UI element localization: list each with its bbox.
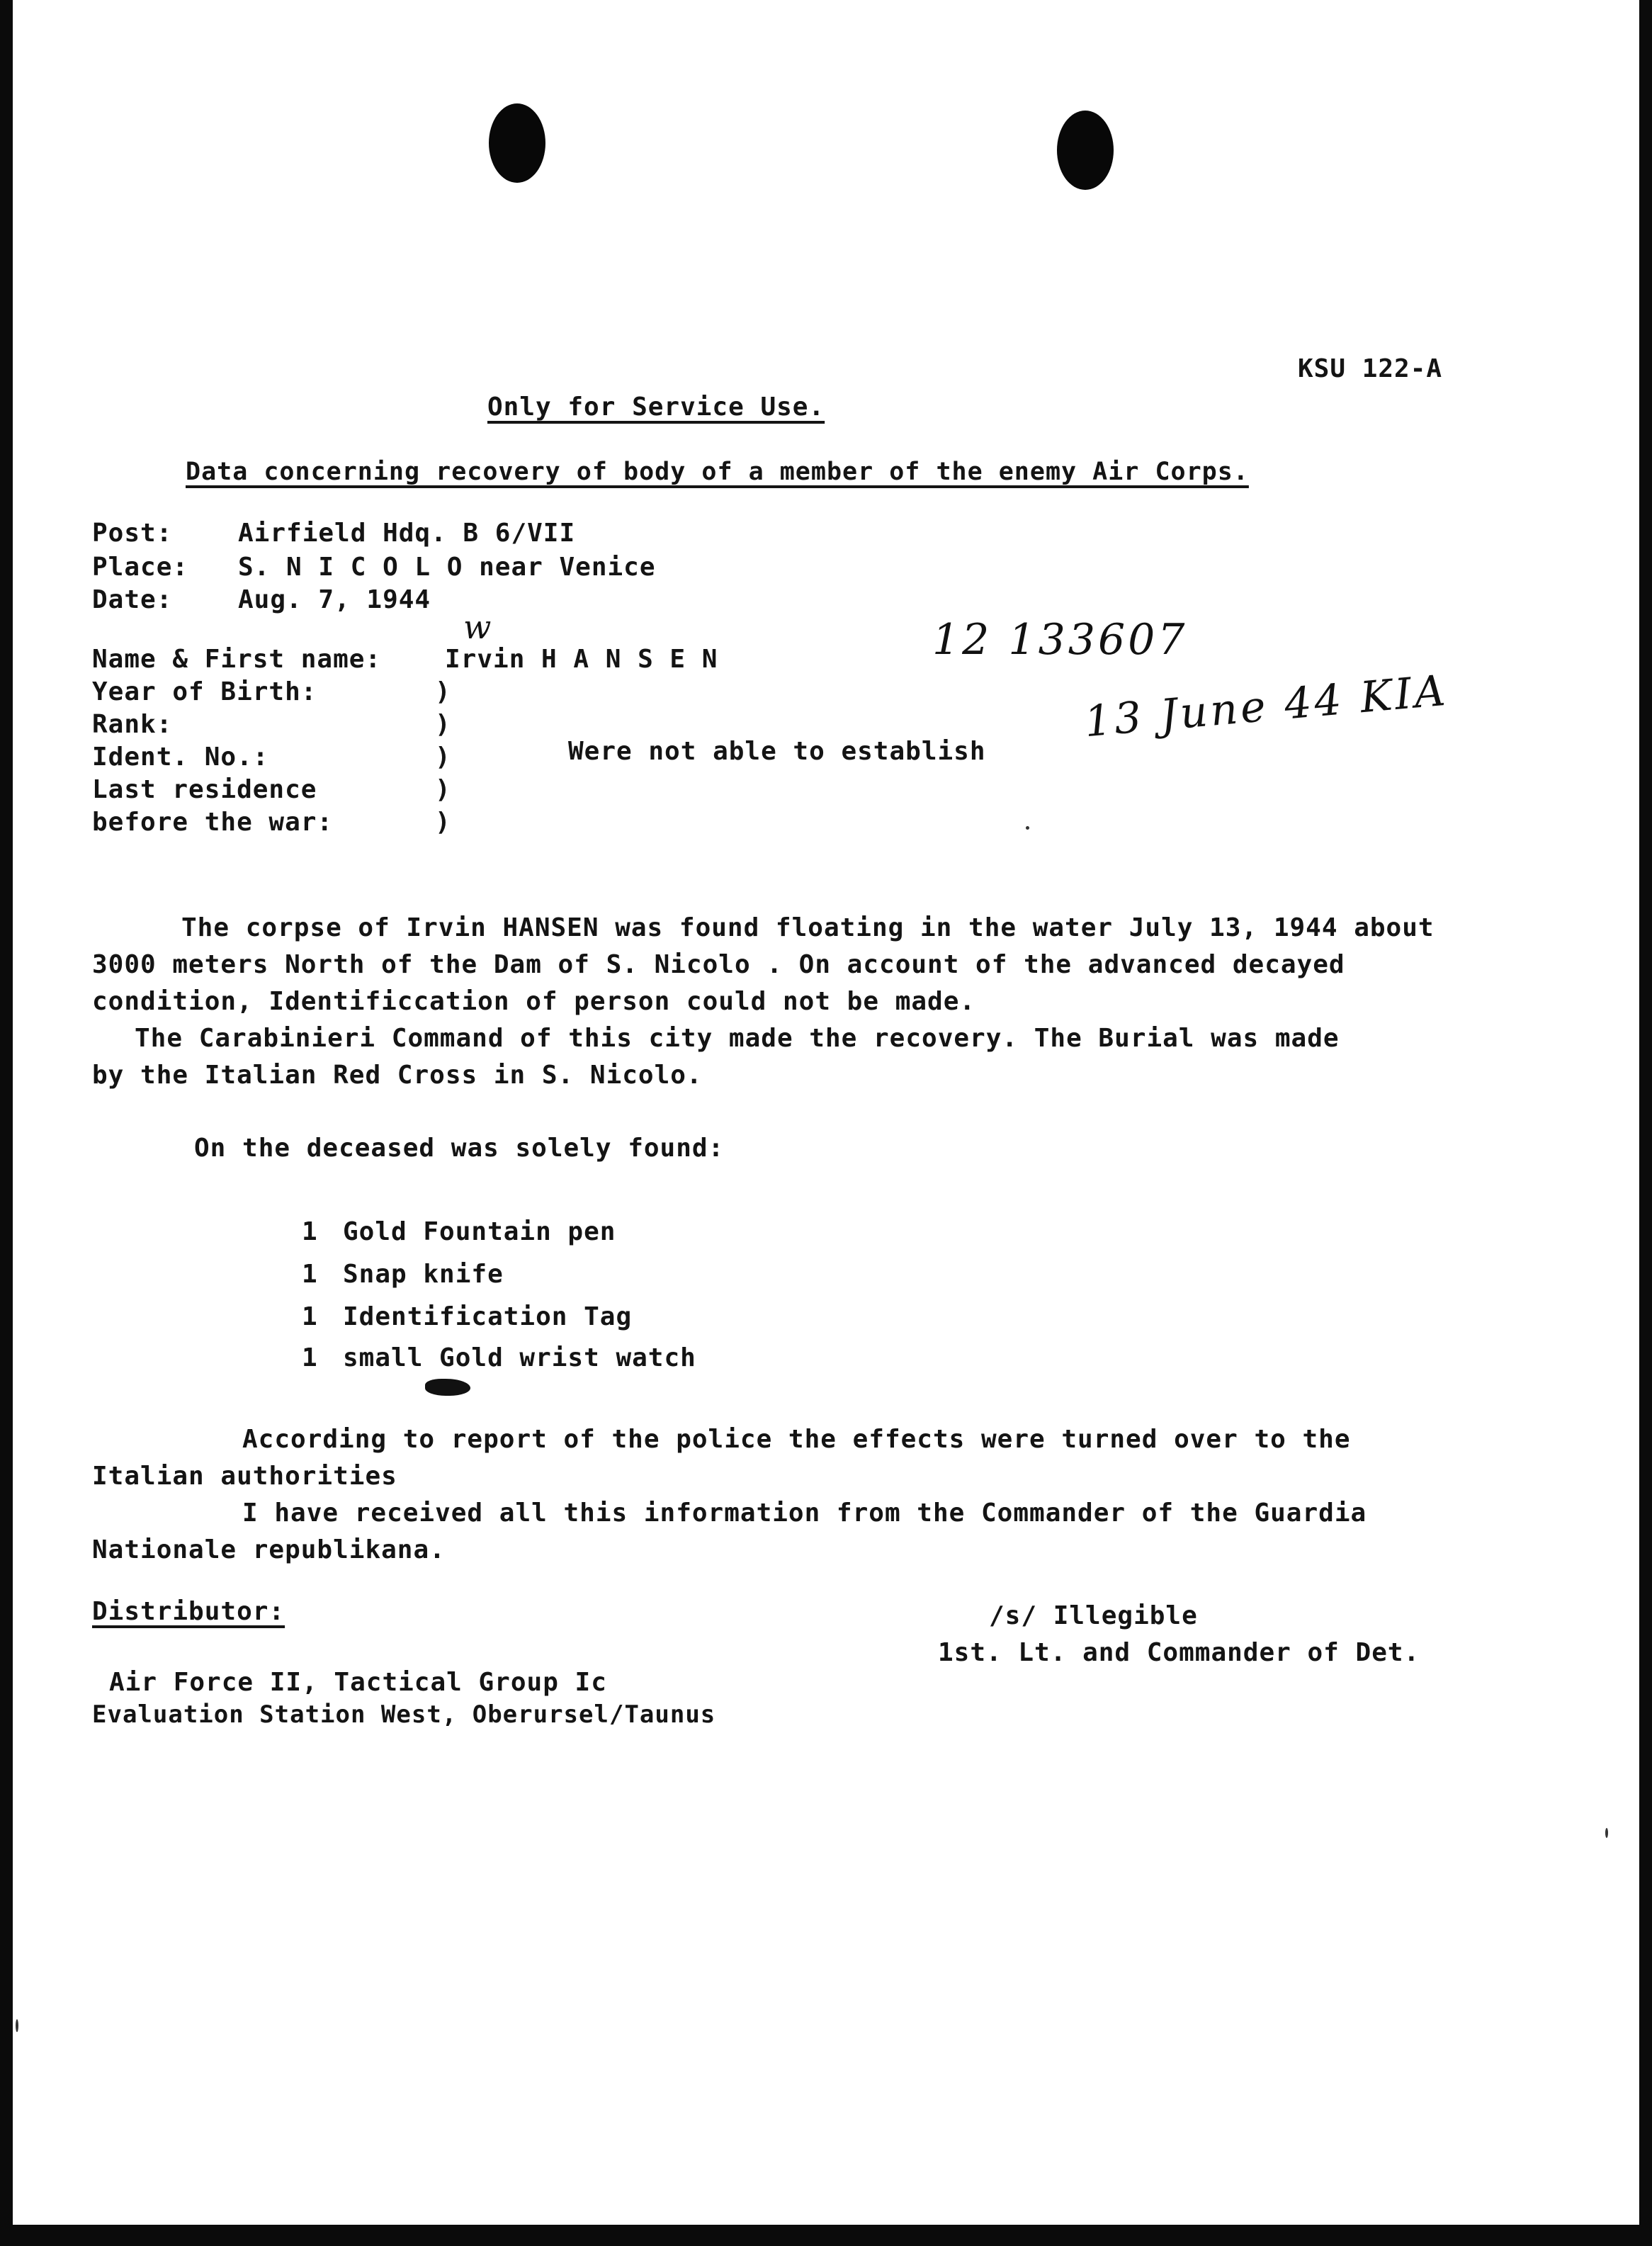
residence-label-1: Last residence — [92, 775, 317, 804]
bracket-mark: ) — [435, 775, 451, 804]
date-row — [92, 585, 431, 614]
post-label: Post: — [92, 519, 173, 548]
paragraph-recovery: The corpse of Irvin HANSEN was found floating in the water July 13, 1944 about 3000 meters North of the Dam of S. Nicolo . On account of the advanced decayed condition, Identificcation of person could not be made. — [92, 913, 1435, 1016]
scan-speck — [1026, 826, 1029, 830]
ident-label: Ident. No.: — [92, 743, 269, 772]
restriction-heading: Only for Service Use. — [487, 393, 825, 422]
item-desc: Snap knife — [343, 1260, 504, 1289]
residence-row-1 — [92, 775, 317, 804]
distribution-recipient-2: Evaluation Station West, Oberursel/Taunus — [92, 1700, 716, 1729]
document-title: Data concerning recovery of body of a member of the enemy Air Corps. — [186, 458, 1249, 486]
date-value: Aug. 7, 1944 — [238, 585, 431, 614]
found-item — [302, 1260, 504, 1289]
place-value: S. N I C O L O near Venice — [238, 553, 656, 582]
distribution-recipient-1: Air Force II, Tactical Group Ic — [109, 1668, 607, 1697]
bracket-mark: ) — [435, 743, 451, 772]
handwritten-service-number: 12 133607 — [932, 615, 1188, 665]
file-reference: KSU 122-A — [1298, 354, 1443, 383]
handwritten-name-correction: w — [463, 608, 494, 646]
handwritten-kia-note: 13 June 44 KIA — [1082, 665, 1450, 747]
item-qty: 1 — [302, 1343, 318, 1372]
paragraph-effects: According to report of the police the effects were turned over to the Italian authorities — [92, 1425, 1351, 1491]
item-qty: 1 — [302, 1302, 318, 1331]
item-desc: Gold Fountain pen — [343, 1217, 616, 1246]
post-row — [92, 519, 575, 548]
place-label: Place: — [92, 553, 189, 582]
item-desc: small Gold wrist watch — [343, 1343, 696, 1372]
residence-row-2 — [92, 808, 333, 837]
bracket-mark: ) — [435, 677, 451, 706]
found-item — [302, 1217, 616, 1246]
birth-row — [92, 677, 317, 706]
date-label: Date: — [92, 585, 173, 614]
ink-blot — [425, 1379, 470, 1396]
paragraph-source: I have received all this information from the Commander of the Guardia Nationale republikana. — [92, 1499, 1367, 1564]
post-value: Airfield Hdq. B 6/VII — [238, 519, 576, 548]
rank-label: Rank: — [92, 710, 173, 739]
scan-speck — [1605, 1828, 1608, 1838]
signature-line: /s/ Illegible — [989, 1601, 1198, 1630]
name-label: Name & First name: — [92, 645, 382, 674]
punch-hole-left — [489, 103, 545, 183]
signature-title: 1st. Lt. and Commander of Det. — [938, 1638, 1420, 1667]
document-page — [13, 0, 1639, 2225]
scan-speck — [16, 2019, 18, 2032]
residence-label-2: before the war: — [92, 808, 334, 837]
punch-hole-right — [1057, 111, 1114, 190]
birth-label: Year of Birth: — [92, 677, 317, 706]
scan-bottom-border — [0, 2225, 1652, 2246]
not-established-note: Were not able to establish — [568, 737, 986, 766]
distribution-label: Distributor: — [92, 1597, 285, 1626]
paragraph-burial: The Carabinieri Command of this city made the recovery. The Burial was made by the Italian Red Cross in S. Nicolo. — [92, 1024, 1340, 1090]
ident-row — [92, 743, 268, 772]
item-qty: 1 — [302, 1217, 318, 1246]
item-qty: 1 — [302, 1260, 318, 1289]
name-value: Irvin H A N S E N — [445, 645, 718, 674]
found-items-intro: On the deceased was solely found: — [194, 1134, 725, 1163]
found-item — [302, 1343, 696, 1372]
found-item — [302, 1302, 632, 1331]
place-row — [92, 553, 656, 582]
rank-row — [92, 710, 172, 739]
bracket-mark: ) — [435, 808, 451, 837]
bracket-mark: ) — [435, 710, 451, 739]
item-desc: Identification Tag — [343, 1302, 633, 1331]
